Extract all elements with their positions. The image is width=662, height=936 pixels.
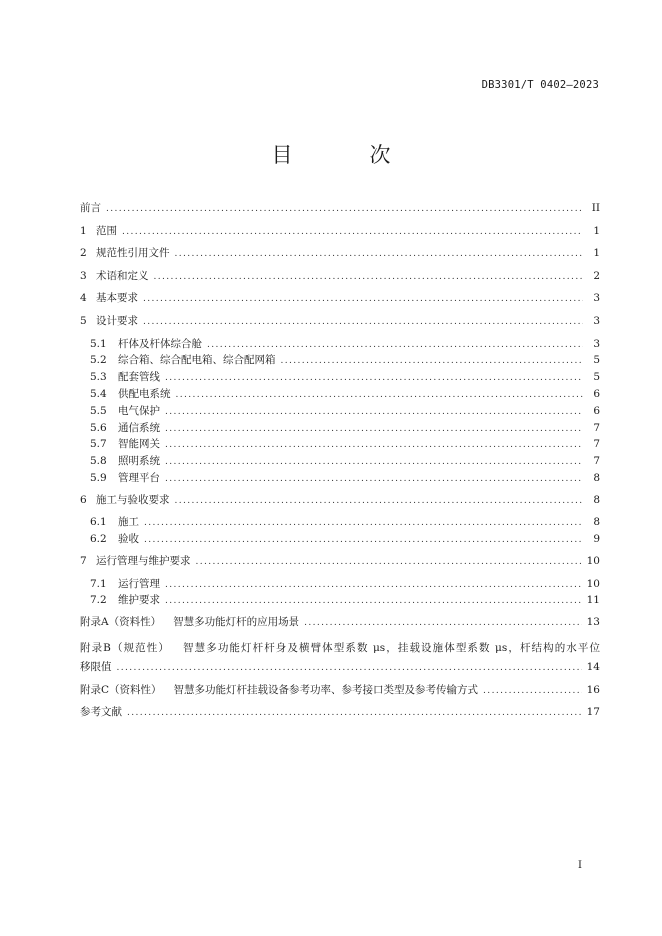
toc-entry-title: 通信系统 — [118, 421, 160, 434]
toc-entry-page: 14 — [586, 661, 600, 674]
appendix-b-line1 — [80, 637, 600, 660]
toc-entry[interactable] — [80, 531, 600, 548]
toc-entry-number: 5.1 — [90, 337, 107, 350]
toc-entry-number: 7 — [80, 554, 87, 567]
toc-entry-title: 配套管线 — [118, 371, 160, 384]
document-code: DB3301/T 0402—2023 — [481, 79, 599, 91]
toc-leader-dots — [175, 249, 584, 259]
toc-entry-page: 1 — [593, 247, 600, 260]
toc-entry-number: 5 — [80, 314, 87, 327]
toc-entry-appendix-c[interactable] — [80, 682, 600, 705]
toc-entry[interactable] — [80, 576, 600, 593]
toc-leader-dots — [176, 390, 584, 400]
toc-entry-title: 验收 — [118, 533, 139, 546]
toc-leader-dots — [165, 407, 583, 417]
toc-entry-title: 智慧多功能灯杆的应用场景 — [173, 616, 300, 629]
toc-entry-title: 智慧多功能灯杆杆身及横臂体型系数 μs，挂载设施体型系数 μs，杆结构的水平位 — [181, 641, 600, 654]
toc-entry-title: 运行管理与维护要求 — [96, 554, 191, 567]
toc-entry[interactable] — [80, 436, 600, 453]
toc-entry[interactable] — [80, 336, 600, 353]
toc-entry-title: 参考文献 — [80, 706, 122, 719]
toc-entry[interactable] — [80, 268, 600, 291]
toc-entry-title: 设计要求 — [96, 314, 138, 327]
toc-entry-page: 2 — [593, 269, 600, 282]
toc-entry-number: 5.2 — [90, 354, 107, 367]
toc-entry-number: 1 — [80, 224, 87, 237]
toc-leader-dots — [127, 708, 582, 718]
toc-leader-dots — [207, 340, 583, 350]
toc-entry-number: 5.9 — [90, 471, 107, 484]
toc-leader-dots — [122, 227, 583, 237]
toc-entry[interactable] — [80, 290, 600, 313]
toc-entry-number: 6 — [80, 493, 87, 506]
toc-entry-page: 5 — [593, 371, 600, 384]
appendix-b-line2 — [80, 659, 600, 682]
toc-leader-dots — [165, 474, 583, 484]
toc-entry-page: 8 — [593, 516, 600, 529]
toc-leader-dots — [154, 272, 584, 282]
toc-entry-page: 7 — [593, 455, 600, 468]
toc-entry-page: 13 — [586, 616, 600, 629]
toc-entry-title: 范围 — [96, 224, 117, 237]
toc-leader-dots — [175, 496, 584, 506]
toc-entry-page: 6 — [593, 404, 600, 417]
toc-entry-number: 6.1 — [90, 516, 107, 529]
toc-entry-title: 智能网关 — [118, 438, 160, 451]
toc-entry-page: 3 — [593, 337, 600, 350]
toc-entry-page: 10 — [586, 577, 600, 590]
toc-entry-number: 5.6 — [90, 421, 107, 434]
toc-leader-dots — [304, 618, 582, 628]
toc-leader-dots — [165, 424, 583, 434]
toc-entry-number: 7.2 — [90, 594, 107, 607]
toc-entry-title: 供配电系统 — [118, 387, 171, 400]
toc-leader-dots — [165, 373, 583, 383]
footer-page-number: I — [578, 860, 582, 871]
toc-entry-page: 3 — [593, 292, 600, 305]
toc-entry-page: 7 — [593, 438, 600, 451]
toc-leader-dots — [165, 440, 583, 450]
toc-leader-dots — [143, 294, 583, 304]
toc-leader-dots — [483, 686, 582, 696]
toc-entry-page: 3 — [593, 314, 600, 327]
toc-entry-references[interactable] — [80, 704, 600, 727]
toc-entry-title: 术语和定义 — [96, 269, 149, 282]
toc-entry-number: 2 — [80, 247, 87, 260]
toc-entry[interactable] — [80, 470, 600, 487]
toc-entry-title: 综合箱、综合配电箱、综合配网箱 — [118, 354, 276, 367]
toc-entry[interactable] — [80, 200, 600, 223]
toc-entry-page: 1 — [593, 224, 600, 237]
toc-entry[interactable] — [80, 369, 600, 386]
toc-leader-dots — [281, 356, 584, 366]
page-title: 目 次 — [271, 143, 419, 167]
toc-entry-page: II — [591, 202, 600, 214]
toc-entry[interactable] — [80, 223, 600, 246]
toc-entry-appendix-a[interactable] — [80, 614, 600, 637]
toc-entry-page: 16 — [586, 683, 600, 696]
toc-entry[interactable] — [80, 492, 600, 515]
toc-entry-title: 施工与验收要求 — [96, 493, 170, 506]
toc-entry-page: 5 — [593, 354, 600, 367]
toc-entry-page: 10 — [586, 554, 600, 567]
toc-entry-page: 11 — [586, 594, 600, 607]
toc-entry-number: 5.5 — [90, 404, 107, 417]
toc-entry-title: 运行管理 — [118, 577, 160, 590]
toc-entry-title: 管理平台 — [118, 471, 160, 484]
toc-leader-dots — [106, 204, 583, 214]
toc-entry[interactable] — [80, 453, 600, 470]
toc-entry-title: 基本要求 — [96, 292, 138, 305]
toc-entry-title: 照明系统 — [118, 455, 160, 468]
toc-entry-number: 7.1 — [90, 577, 107, 590]
toc-entry-number: 5.3 — [90, 371, 107, 384]
toc-entry-title-continued: 移限值 — [80, 661, 112, 674]
toc-entry-title: 智慧多功能灯杆挂载设备参考功率、参考接口类型及参考传输方式 — [173, 683, 479, 696]
toc-leader-dots — [165, 596, 582, 606]
appendix-label: 附录A（资料性） — [80, 616, 162, 629]
toc-entry-title: 维护要求 — [118, 594, 160, 607]
toc-entry[interactable] — [80, 592, 600, 609]
toc-entry-page: 8 — [593, 471, 600, 484]
toc-entry[interactable] — [80, 403, 600, 420]
toc-leader-dots — [143, 317, 583, 327]
toc-entry-number: 5.7 — [90, 438, 107, 451]
toc-entry-title: 电气保护 — [118, 404, 160, 417]
toc-entry-title: 规范性引用文件 — [96, 247, 170, 260]
toc-entry[interactable] — [80, 245, 600, 268]
toc-entry-page: 8 — [593, 493, 600, 506]
toc-leader-dots — [196, 557, 582, 567]
toc-leader-dots — [165, 457, 583, 467]
toc-entry-page: 6 — [593, 387, 600, 400]
toc-leader-dots — [144, 535, 583, 545]
toc-entry-page: 7 — [593, 421, 600, 434]
toc-entry-title: 前言 — [80, 202, 101, 214]
toc-entry-number: 5.8 — [90, 455, 107, 468]
toc-entry[interactable] — [80, 514, 600, 531]
toc-entry-number: 5.4 — [90, 387, 107, 400]
toc-entry[interactable] — [80, 386, 600, 403]
toc-entry[interactable] — [80, 420, 600, 437]
toc-leader-dots — [117, 663, 582, 673]
appendix-label: 附录B（规范性） — [80, 641, 170, 654]
toc-entry-number: 4 — [80, 292, 87, 305]
toc-leader-dots — [165, 580, 582, 590]
toc-entry-number: 6.2 — [90, 533, 107, 546]
toc-entry-title: 杆体及杆体综合舱 — [118, 337, 202, 350]
toc-entry-page: 17 — [586, 706, 600, 719]
toc-entry-number: 3 — [80, 269, 87, 282]
toc-entry[interactable] — [80, 313, 600, 336]
toc-entry[interactable] — [80, 553, 600, 576]
appendix-label: 附录C（资料性） — [80, 683, 162, 696]
toc-leader-dots — [144, 518, 583, 528]
toc-entry-appendix-b[interactable] — [80, 637, 600, 660]
toc-entry-page: 9 — [593, 533, 600, 546]
table-of-contents — [80, 200, 600, 727]
toc-entry[interactable] — [80, 352, 600, 369]
toc-entry-title: 施工 — [118, 516, 139, 529]
